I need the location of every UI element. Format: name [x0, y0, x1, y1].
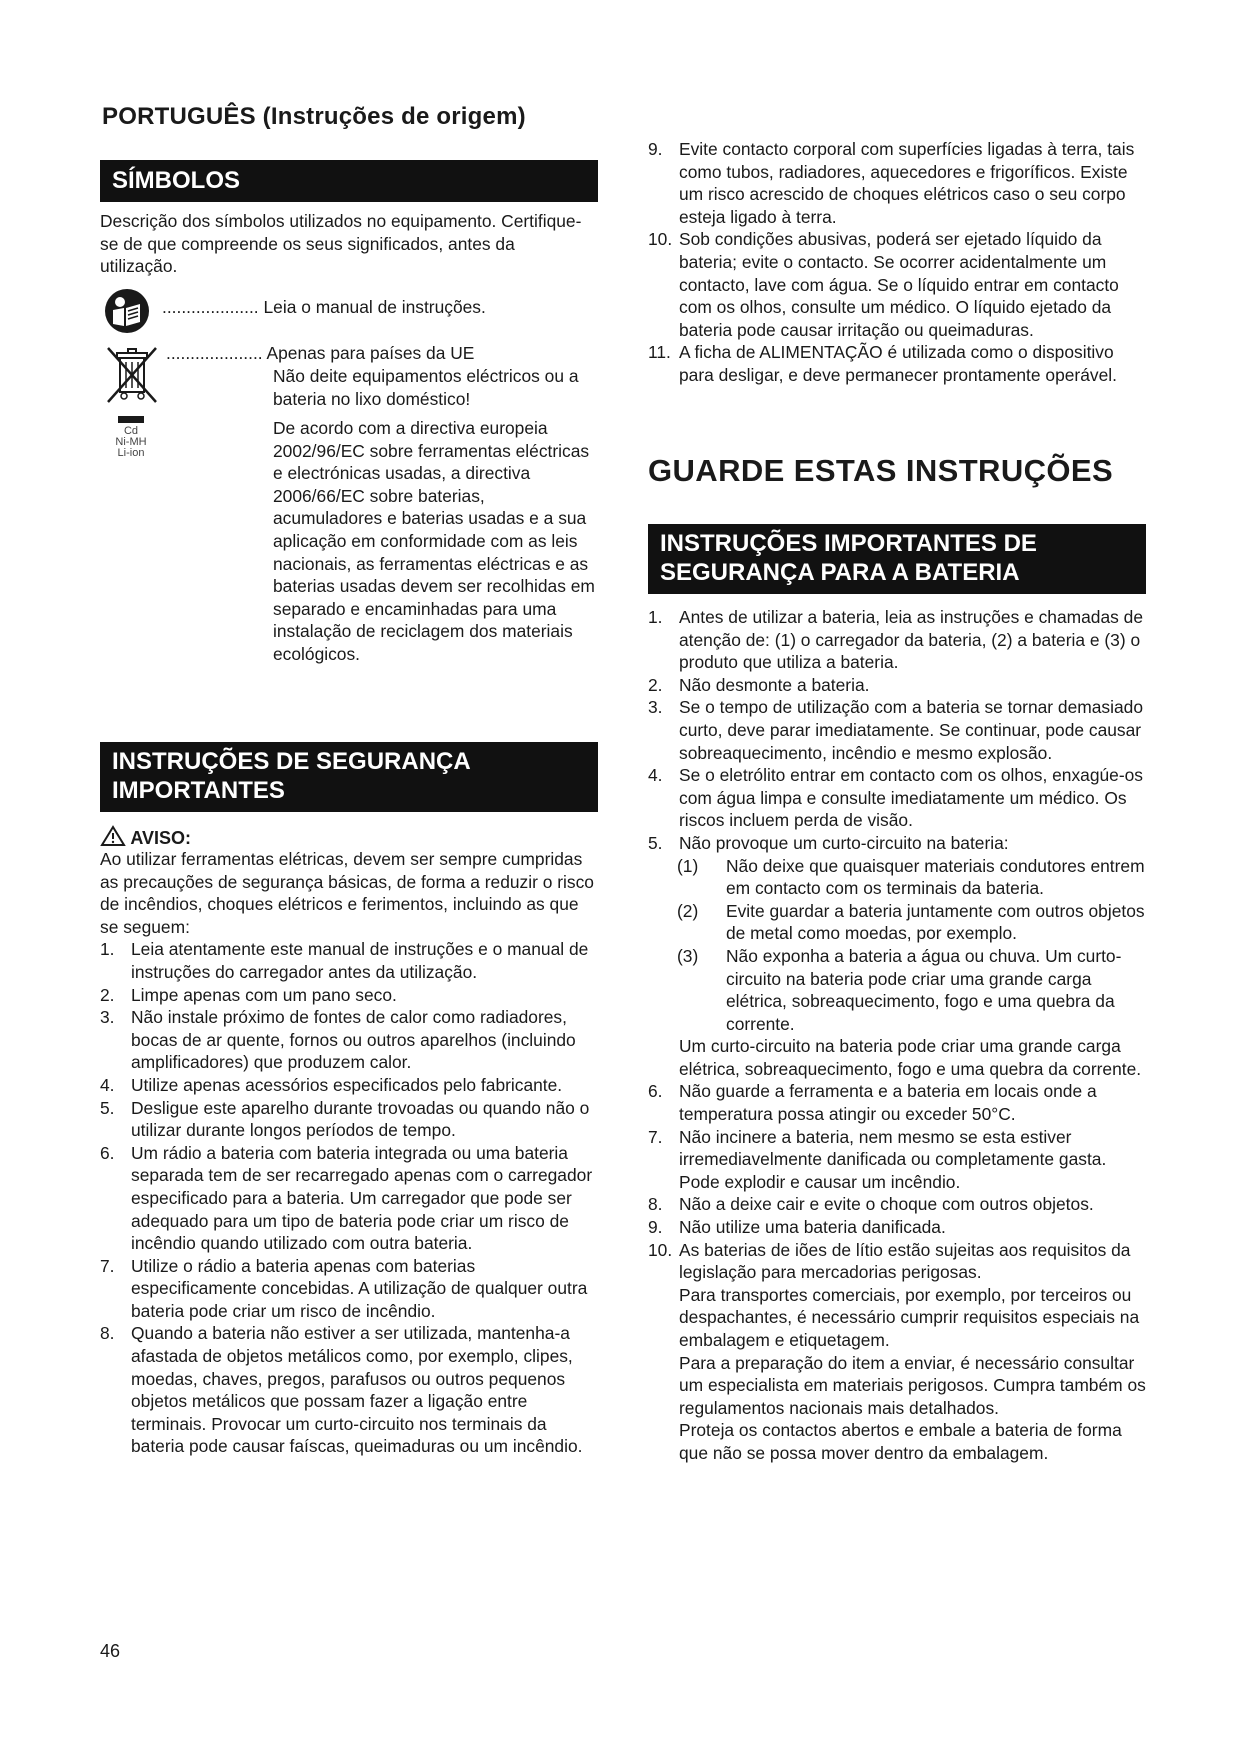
eu-text-3: De acordo com a directiva europeia 2002/96/EC sobre ferramentas eléctricas e electrónicas usadas, a directiva 2006/66/EC sobre baterias, acumuladores e baterias usadas e a sua aplicação em conformidade com as leis nacionais, as ferramentas eléctricas e as baterias usadas devem ser recolhidas em separado e encaminhadas para uma instalação de reciclagem dos materiais ecológicos.	[273, 418, 595, 664]
item10-para-3: Proteja os contactos abertos e embale a bateria de forma que não se possa mover dentro da embalagem.	[679, 1420, 1122, 1463]
read-manual-icon	[104, 288, 150, 334]
eu-text-2: Não deite equipamentos eléctricos ou a bateria no lixo doméstico!	[273, 366, 579, 409]
list-item: 6. Não guarde a ferramenta e a bateria em locais onde a temperatura possa atingir ou exceder 50°C.	[648, 1081, 1097, 1125]
battery-nimh-label: Ni-MH	[115, 436, 147, 448]
list-item: 10. As baterias de iões de lítio estão sujeitas aos requisitos da legislação para mercadorias perigosas. Para transportes comerciais, por exemplo, por terceiros ou despachantes, é necessário cumprir requisitos especiais na embalagem e etiquetagem. Para a preparação do item a enviar, é necessário consultar um especialista em materiais perigosos. Cumpra também os regulamentos nacionais mais detalhados. Proteja os contactos abertos e embale a bateria de forma que não se possa mover dentro da embalagem.	[648, 1239, 1148, 1465]
safety-heading-line2: IMPORTANTES	[112, 777, 285, 804]
manual-dots: ....................	[162, 297, 259, 317]
battery-cd-label: Cd	[123, 425, 139, 437]
sub-item: (1) Não deixe que quaisquer materiais condutores entrem em contacto com os terminais da bateria.	[677, 855, 1145, 899]
list-item: 3. Se o tempo de utilização com a bateria se tornar demasiado curto, deve parar imediatamente. Se continuar, pode causar sobreaquecimento, incêndio e mesmo explosão.	[648, 697, 1144, 763]
battery-chemistry-mark	[108, 416, 154, 459]
crossed-bin-icon	[104, 344, 160, 406]
list-item: 1. Leia atentamente este manual de instruções e o manual de instruções do carregador antes da utilização.	[100, 939, 589, 982]
list-item: 1. Antes de utilizar a bateria, leia as instruções e chamadas de atenção de: (1) o carregador da bateria, (2) a bateria e (3) o produto que utiliza a bateria.	[648, 607, 1144, 673]
item10-para-1: Para transportes comerciais, por exemplo, por terceiros ou despachantes, é necessário cumprir requisitos especiais na embalagem e etiquetagem.	[679, 1284, 1140, 1350]
symbols-heading-text: SÍMBOLOS	[112, 167, 241, 194]
list-item: 4. Se o eletrólito entrar em contacto com os olhos, enxagúe-os com água limpa e consulte imediatamente um médico. Os riscos incluem perda de visão.	[648, 765, 1144, 831]
battery-liion-label: Li-ion	[117, 447, 145, 459]
list-item: 8. Não a deixe cair e evite o choque com outros objetos.	[648, 1194, 1094, 1215]
safety-heading	[100, 742, 598, 812]
battery-heading-line1: INSTRUÇÕES IMPORTANTES DE	[660, 530, 1037, 557]
list-item: 10. Sob condições abusivas, poderá ser ejetado líquido da bateria; evite o contacto. Se ocorrer acidentalmente um contacto, lave com água. Se o líquido entrar em contacto com os olhos, consulte um médico. O líquido ejetado da bateria pode causar irritação ou queimaduras.	[648, 229, 1119, 340]
list-item: 6. Um rádio a bateria com bateria integrada ou uma bateria separada tem de ser recarregado apenas com o carregador especificado para a bateria. Um carregador que pode ser adequado para um tipo de bateria pode criar um risco de incêndio quando utilizado com outra bateria.	[100, 1142, 593, 1254]
symbols-intro: Descrição dos símbolos utilizados no equipamento. Certifique-se de que compreende os seus significados, antes da utilização.	[100, 211, 582, 277]
sub-item: (2) Evite guardar a bateria juntamente com outros objetos de metal como moedas, por exemplo.	[677, 900, 1145, 944]
list-item: 7. Utilize o rádio a bateria apenas com baterias especificamente concebidas. A utilização de qualquer outra bateria pode criar um risco de incêndio.	[100, 1255, 588, 1321]
safety-list	[100, 848, 600, 1458]
battery-list	[648, 606, 1148, 1465]
list-item: 5. Desligue este aparelho durante trovoadas ou quando não o utilizar durante longos períodos de tempo.	[100, 1097, 590, 1141]
warning-row	[100, 825, 191, 850]
manual-symbol-row	[162, 296, 592, 319]
eu-symbol-row	[166, 342, 594, 365]
item10-para-2: Para a preparação do item a enviar, é necessário consultar um especialista em materiais perigosos. Cumpra também os regulamentos nacionais mais detalhados.	[679, 1352, 1146, 1418]
warning-text: Ao utilizar ferramentas elétricas, devem ser sempre cumpridas as precauções de segurança básicas, de forma a reduzir o risco de incêndios, choques elétricos e ferimentos, incluindo as que se seguem:	[100, 849, 594, 937]
eu-dots: ....................	[166, 343, 263, 363]
page-title: PORTUGUÊS (Instruções de origem)	[102, 103, 526, 130]
keep-instructions-title: GUARDE ESTAS INSTRUÇÕES	[648, 453, 1114, 488]
battery-heading-line2: SEGURANÇA PARA A BATERIA	[660, 559, 1020, 586]
list-item: 2. Limpe apenas com um pano seco.	[100, 984, 397, 1005]
safety-list-continued	[648, 138, 1148, 387]
eu-text-1: Apenas para países da UE	[266, 343, 475, 363]
battery-items	[648, 606, 1148, 1465]
list-item: 3. Não instale próximo de fontes de calor como radiadores, bocas de ar quente, fornos ou outros aparelhos (incluindo amplificadores) que produzem calor.	[100, 1007, 576, 1073]
manual-text: Leia o manual de instruções.	[263, 297, 486, 317]
battery-bar-icon	[118, 416, 144, 423]
list-item: 8. Quando a bateria não estiver a ser utilizada, mantenha-a afastada de objetos metálicos como, por exemplo, clipes, moedas, chaves, pregos, parafusos ou outros pequenos objetos metálicos que possam fazer a ligação entre terminais. Provocar um curto-circuito nos terminais da bateria pode causar faíscas, queimaduras ou um incêndio.	[100, 1323, 583, 1457]
warning-label: AVISO:	[130, 828, 192, 848]
sub-item: (3) Não exponha a bateria a água ou chuva. Um curto-circuito na bateria pode criar uma grande carga elétrica, sobreaquecimento, fogo e uma quebra da corrente.	[677, 945, 1122, 1034]
list-item: 4. Utilize apenas acessórios especificados pelo fabricante.	[100, 1074, 563, 1095]
battery-heading	[648, 524, 1146, 594]
list-item: 9. Não utilize uma bateria danificada.	[648, 1217, 946, 1238]
list-item: 5. Não provoque um curto-circuito na bateria: (1) Não deixe que quaisquer materiais condutores entrem em contacto com os terminais da bateria. (2) Evite guardar a bateria juntamente com outros objetos de metal como moedas, por exemplo. (3) Não exponha a bateria a água ou chuva. Um curto-circuito na bateria pode criar uma grande carga elétrica, sobreaquecimento, fogo e uma quebra da corrente. Um curto-circuito na bateria pode criar uma grande carga elétrica, sobreaquecimento, fogo e uma quebra da corrente.	[648, 832, 1148, 1081]
safety-items-continued	[648, 138, 1148, 387]
page-number: 46	[100, 1641, 121, 1661]
list-item: 2. Não desmonte a bateria.	[648, 674, 870, 695]
warning-triangle-icon	[100, 825, 126, 847]
safety-heading-line1: INSTRUÇÕES DE SEGURANÇA	[112, 748, 471, 775]
list-item: 11. A ficha de ALIMENTAÇÃO é utilizada como o dispositivo para desligar, e deve permanecer prontamente operável.	[648, 342, 1117, 385]
list-item: 9. Evite contacto corporal com superfícies ligadas à terra, tais como tubos, radiadores, aquecedores e frigoríficos. Existe um risco acrescido de choques elétricos caso o seu corpo esteja ligado à terra.	[648, 139, 1135, 227]
item5-note: Um curto-circuito na bateria pode criar uma grande carga elétrica, sobreaquecimento, fogo e uma quebra da corrente.	[679, 1036, 1142, 1079]
list-item: 7. Não incinere a bateria, nem mesmo se esta estiver irremediavelmente danificada ou completamente gasta. Pode explodir e causar um incêndio.	[648, 1126, 1107, 1192]
safety-items	[100, 938, 600, 1458]
symbols-heading	[100, 160, 598, 202]
